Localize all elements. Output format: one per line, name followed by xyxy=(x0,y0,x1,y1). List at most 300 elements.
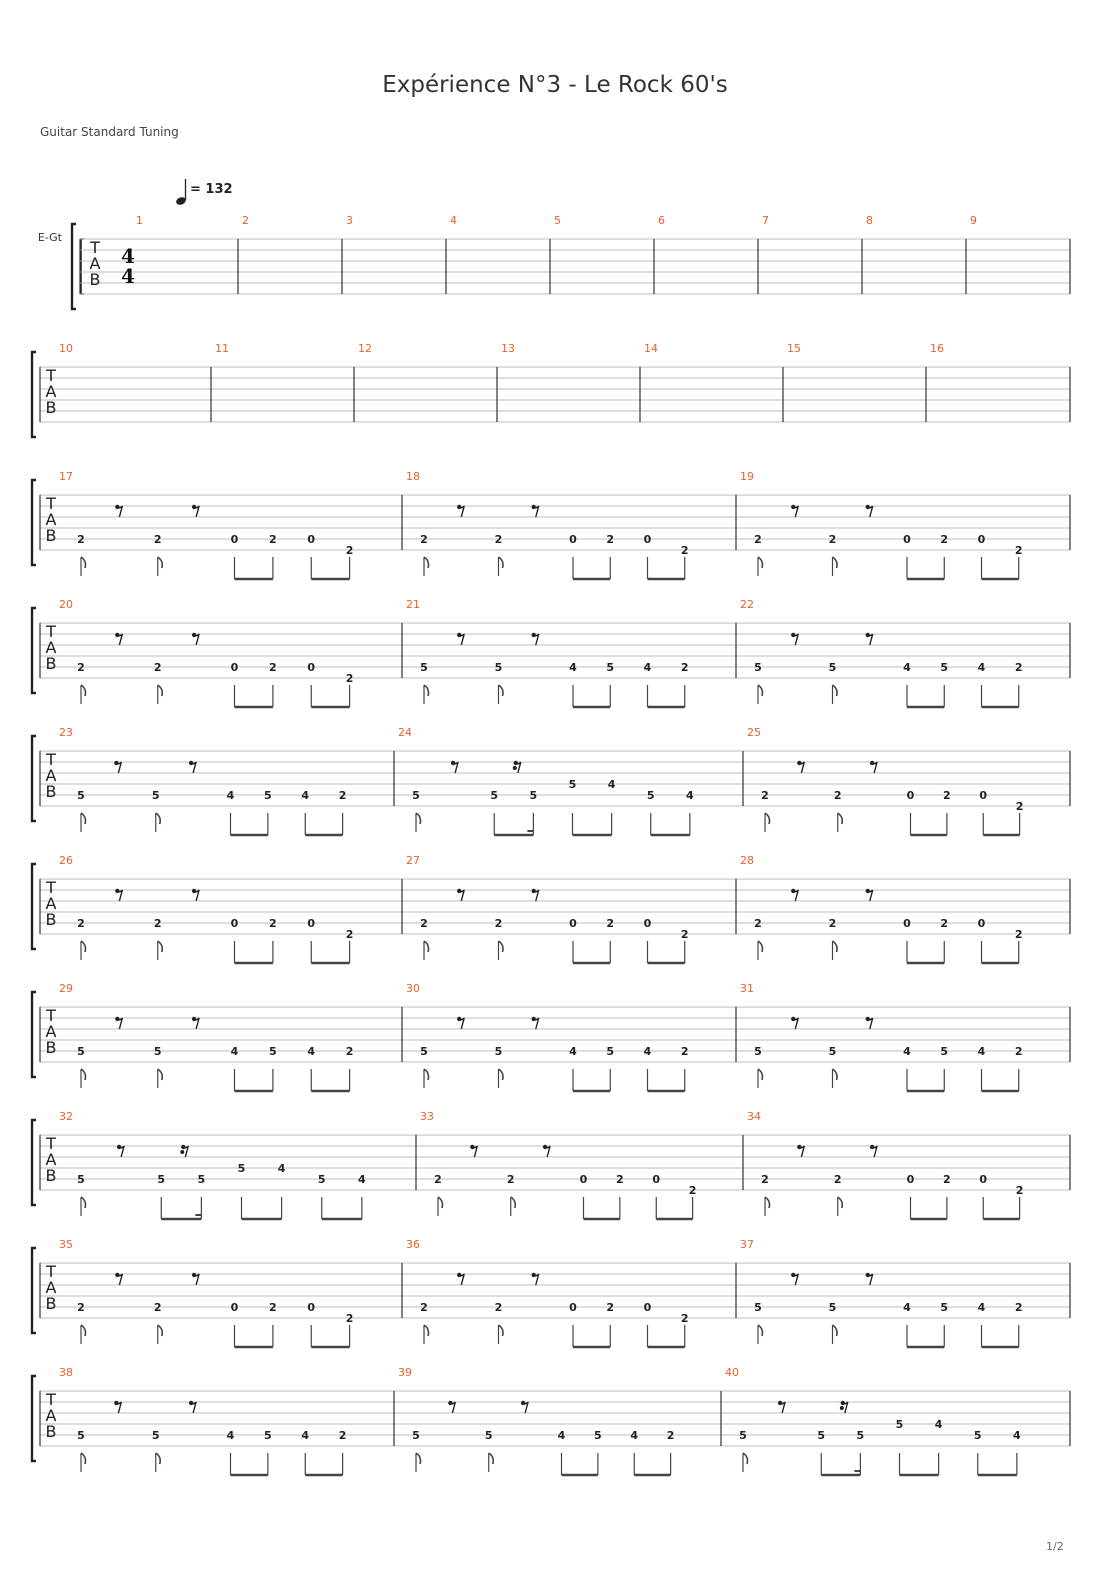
measure-number: 30 xyxy=(406,982,420,995)
tab-clef-letter: A xyxy=(45,1150,57,1169)
tab-fret-number: 2 xyxy=(494,917,503,930)
staff-brace xyxy=(32,1248,36,1333)
tab-fret-number: 5 xyxy=(594,1429,602,1442)
tab-fret-number: 5 xyxy=(494,661,503,674)
eighth-rest xyxy=(521,1401,528,1413)
rest-stroke xyxy=(871,1146,877,1157)
note-flag xyxy=(81,1069,86,1080)
tab-fret-number: 5 xyxy=(973,1429,982,1442)
eighth-rest xyxy=(797,1145,804,1157)
note-flag xyxy=(489,1453,494,1464)
eighth-rest xyxy=(470,1145,477,1157)
tab-fret-number: 0 xyxy=(569,533,577,546)
tab-clef-letter: A xyxy=(45,638,57,657)
staff-brace xyxy=(32,1376,36,1461)
tab-clef-letter: T xyxy=(46,878,56,897)
eighth-rest xyxy=(115,633,122,645)
rest-stroke xyxy=(867,1274,873,1285)
tab-fret-number: 4 xyxy=(977,1301,986,1314)
staff-brace xyxy=(32,1120,36,1205)
eighth-rest xyxy=(791,505,798,517)
note-flag xyxy=(81,1325,86,1336)
note-flag xyxy=(416,1453,421,1464)
measure-number: 26 xyxy=(59,854,73,867)
score-title: Expérience N°3 - Le Rock 60's xyxy=(382,72,728,98)
tab-clef-letter: T xyxy=(46,1262,56,1281)
tab-clef-letter: T xyxy=(46,494,56,513)
tab-fret-number: 5 xyxy=(739,1429,747,1442)
tab-fret-number: 0 xyxy=(979,789,988,802)
note-flag xyxy=(81,1453,86,1464)
tab-fret-number: 5 xyxy=(529,789,538,802)
eighth-rest xyxy=(797,761,804,773)
measure-number: 39 xyxy=(398,1366,412,1379)
tab-fret-number: 2 xyxy=(943,789,951,802)
note-flag xyxy=(499,1325,504,1336)
eighth-rest xyxy=(192,505,199,517)
measure-number: 35 xyxy=(59,1238,73,1251)
tab-fret-number: 5 xyxy=(77,1173,85,1186)
tab-fret-number: 5 xyxy=(754,1301,762,1314)
tab-fret-number: 4 xyxy=(903,1301,911,1314)
tab-fret-number: 5 xyxy=(606,1045,615,1058)
tab-fret-number: 2 xyxy=(338,789,347,802)
tab-fret-number: 5 xyxy=(420,1045,428,1058)
measure-number: 40 xyxy=(725,1366,739,1379)
eighth-rest xyxy=(543,1145,550,1157)
tab-fret-number: 4 xyxy=(686,789,694,802)
note-flag xyxy=(424,1069,429,1080)
note-flag xyxy=(158,1069,163,1080)
tab-fret-number: 4 xyxy=(977,661,986,674)
measure-number: 28 xyxy=(740,854,754,867)
measure-number: 6 xyxy=(658,214,665,227)
rest-stroke xyxy=(871,762,877,773)
rest-stroke xyxy=(115,1402,121,1413)
eighth-rest xyxy=(778,1401,785,1413)
tab-fret-number: 4 xyxy=(358,1173,366,1186)
tab-fret-number: 2 xyxy=(1014,1301,1023,1314)
tab-fret-number: 2 xyxy=(754,533,762,546)
measure-number: 1 xyxy=(136,214,143,227)
eighth-rest xyxy=(866,1273,873,1285)
note-flag xyxy=(758,941,763,952)
tab-fret-number: 2 xyxy=(940,917,949,930)
eighth-rest xyxy=(189,761,196,773)
tab-fret-number: 2 xyxy=(1014,928,1023,941)
tab-fret-number: 4 xyxy=(1013,1429,1021,1442)
measure-number: 16 xyxy=(930,342,944,355)
rest-dot xyxy=(180,1150,184,1154)
note-flag xyxy=(743,1453,748,1464)
tab-fret-number: 5 xyxy=(153,1045,162,1058)
tab-fret-number: 4 xyxy=(643,661,652,674)
eighth-rest xyxy=(115,1273,122,1285)
tab-clef-letter: T xyxy=(46,1006,56,1025)
staff-brace xyxy=(72,224,76,309)
tab-fret-number: 0 xyxy=(906,1173,915,1186)
rest-stroke xyxy=(544,1146,550,1157)
tab-fret-number: 0 xyxy=(906,789,915,802)
rest-dot xyxy=(840,1406,844,1410)
tab-fret-number: 2 xyxy=(680,1045,689,1058)
eighth-rest xyxy=(457,505,464,517)
tab-fret-number: 2 xyxy=(506,1173,515,1186)
note-flag xyxy=(158,1325,163,1336)
instrument-label: E-Gt xyxy=(37,231,62,244)
tab-fret-number: 5 xyxy=(754,1045,762,1058)
rest-stroke xyxy=(458,1018,464,1029)
tab-fret-number: 0 xyxy=(977,917,986,930)
tab-fret-number: 2 xyxy=(420,1301,428,1314)
tab-clef-letter: A xyxy=(45,1406,57,1425)
eighth-rest xyxy=(791,889,798,901)
note-flag xyxy=(765,1197,770,1208)
eighth-rest xyxy=(870,761,877,773)
tab-fret-number: 2 xyxy=(680,661,689,674)
tab-fret-number: 2 xyxy=(345,544,354,557)
measure-number: 18 xyxy=(406,470,420,483)
measure-number: 3 xyxy=(346,214,353,227)
note-flag xyxy=(758,557,763,568)
rest-stroke xyxy=(792,1018,798,1029)
tab-fret-number: 4 xyxy=(557,1429,566,1442)
measure-number: 34 xyxy=(747,1110,761,1123)
tab-fret-number: 5 xyxy=(828,1045,837,1058)
rest-stroke xyxy=(792,634,798,645)
tab-fret-number: 0 xyxy=(977,533,986,546)
tab-fret-number: 2 xyxy=(833,789,842,802)
rest-stroke xyxy=(118,1146,124,1157)
tab-fret-number: 2 xyxy=(680,928,689,941)
tab-fret-number: 4 xyxy=(977,1045,986,1058)
tab-fret-number: 2 xyxy=(833,1173,842,1186)
note-flag xyxy=(81,685,86,696)
rest-stroke xyxy=(867,506,873,517)
note-flag xyxy=(81,941,86,952)
eighth-rest xyxy=(457,1017,464,1029)
eighth-rest xyxy=(192,889,199,901)
tab-fret-number: 2 xyxy=(754,917,762,930)
tab-fret-number: 2 xyxy=(345,928,354,941)
tab-fret-number: 5 xyxy=(412,789,420,802)
staff-bracket xyxy=(81,239,84,294)
tab-fret-number: 4 xyxy=(301,1429,310,1442)
rest-stroke xyxy=(193,634,199,645)
eighth-rest xyxy=(192,1017,199,1029)
rest-stroke xyxy=(458,634,464,645)
tab-fret-number: 2 xyxy=(680,544,689,557)
eighth-rest xyxy=(192,633,199,645)
tab-fret-number: 2 xyxy=(77,533,85,546)
tab-clef-letter: A xyxy=(45,894,57,913)
tempo-label: = 132 xyxy=(190,182,233,197)
measure-number: 5 xyxy=(554,214,561,227)
note-flag xyxy=(758,1325,763,1336)
measure-number: 7 xyxy=(762,214,769,227)
tab-fret-number: 4 xyxy=(934,1418,943,1431)
measure-number: 25 xyxy=(747,726,761,739)
measure-number: 29 xyxy=(59,982,73,995)
rest-stroke xyxy=(116,1018,122,1029)
rest-stroke xyxy=(798,762,804,773)
tab-fret-number: 0 xyxy=(307,1301,316,1314)
eighth-rest xyxy=(791,1273,798,1285)
measure-number: 32 xyxy=(59,1110,73,1123)
measure-number: 8 xyxy=(866,214,873,227)
time-signature-top: 4 xyxy=(121,244,135,268)
tab-fret-number: 2 xyxy=(943,1173,951,1186)
rest-stroke xyxy=(792,506,798,517)
tab-fret-number: 2 xyxy=(345,1312,354,1325)
note-flag xyxy=(416,813,421,824)
tab-fret-number: 2 xyxy=(606,1301,615,1314)
note-flag xyxy=(833,685,838,696)
tab-fret-number: 2 xyxy=(1015,800,1024,813)
rest-stroke xyxy=(867,890,873,901)
tab-clef-letter: A xyxy=(45,766,57,785)
tab-fret-number: 0 xyxy=(652,1173,661,1186)
tab-fret-number: 5 xyxy=(817,1429,826,1442)
rest-stroke xyxy=(193,506,199,517)
tab-fret-number: 2 xyxy=(77,661,85,674)
tab-fret-number: 5 xyxy=(895,1418,904,1431)
note-flag xyxy=(156,1453,161,1464)
rest-stroke xyxy=(471,1146,477,1157)
tab-fret-number: 4 xyxy=(607,778,616,791)
tab-fret-number: 4 xyxy=(226,1429,235,1442)
tab-fret-number: 0 xyxy=(230,533,239,546)
tab-fret-number: 5 xyxy=(646,789,655,802)
tab-fret-number: 4 xyxy=(643,1045,652,1058)
rest-stroke xyxy=(792,890,798,901)
eighth-rest xyxy=(866,1017,873,1029)
tab-fret-number: 2 xyxy=(153,533,162,546)
tab-clef-letter: A xyxy=(45,510,57,529)
note-flag xyxy=(424,557,429,568)
measure-number: 23 xyxy=(59,726,73,739)
tab-fret-number: 2 xyxy=(1014,661,1023,674)
tab-fret-number: 5 xyxy=(828,661,837,674)
rest-stroke xyxy=(190,1402,196,1413)
tab-fret-number: 4 xyxy=(307,1045,316,1058)
tab-fret-number: 0 xyxy=(307,917,316,930)
measure-number: 12 xyxy=(358,342,372,355)
staff-brace xyxy=(32,992,36,1077)
tab-fret-number: 5 xyxy=(77,1429,85,1442)
measure-number: 22 xyxy=(740,598,754,611)
tab-clef-letter: A xyxy=(45,1022,57,1041)
tab-fret-number: 2 xyxy=(606,533,615,546)
tuning-label: Guitar Standard Tuning xyxy=(40,125,179,139)
note-flag xyxy=(81,813,86,824)
eighth-rest xyxy=(870,1145,877,1157)
eighth-rest xyxy=(117,1145,124,1157)
tab-fret-number: 5 xyxy=(197,1173,206,1186)
page-number: 1/2 xyxy=(1046,1540,1064,1553)
eighth-rest xyxy=(189,1401,196,1413)
tab-fret-number: 5 xyxy=(856,1429,865,1442)
measure-number: 4 xyxy=(450,214,457,227)
eighth-rest xyxy=(532,1017,539,1029)
tab-fret-number: 2 xyxy=(1015,1184,1024,1197)
time-signature-bottom: 4 xyxy=(121,264,135,288)
rest-stroke xyxy=(458,890,464,901)
eighth-rest xyxy=(451,761,458,773)
note-flag xyxy=(499,941,504,952)
tab-fret-number: 5 xyxy=(754,661,762,674)
staff-brace xyxy=(32,864,36,949)
note-flag xyxy=(438,1197,443,1208)
tab-fret-number: 4 xyxy=(903,1045,911,1058)
tab-fret-number: 5 xyxy=(264,789,272,802)
rest-stroke xyxy=(533,1274,539,1285)
rest-stroke xyxy=(116,890,122,901)
measure-number: 13 xyxy=(501,342,515,355)
staff-brace xyxy=(32,736,36,821)
tab-fret-number: 2 xyxy=(688,1184,697,1197)
note-flag xyxy=(424,1325,429,1336)
tab-fret-number: 5 xyxy=(606,661,615,674)
tab-fret-number: 4 xyxy=(230,1045,239,1058)
note-flag xyxy=(833,557,838,568)
tab-fret-number: 2 xyxy=(761,789,769,802)
measure-number: 2 xyxy=(242,214,249,227)
rest-stroke xyxy=(452,762,458,773)
tab-clef-letter: T xyxy=(46,750,56,769)
measure-number: 20 xyxy=(59,598,73,611)
eighth-rest xyxy=(532,889,539,901)
tab-fret-number: 2 xyxy=(338,1429,347,1442)
eighth-rest xyxy=(114,761,121,773)
tab-fret-number: 5 xyxy=(77,789,85,802)
tab-fret-number: 0 xyxy=(903,917,911,930)
eighth-rest xyxy=(791,1017,798,1029)
tab-fret-number: 2 xyxy=(269,917,277,930)
note-flag xyxy=(758,685,763,696)
tab-fret-number: 5 xyxy=(490,789,499,802)
tab-clef-letter: B xyxy=(45,910,57,929)
tab-fret-number: 5 xyxy=(151,789,160,802)
tab-fret-number: 4 xyxy=(569,661,577,674)
tab-fret-number: 0 xyxy=(643,917,652,930)
note-flag xyxy=(158,685,163,696)
note-flag xyxy=(833,1325,838,1336)
note-flag xyxy=(499,1069,504,1080)
tab-fret-number: 2 xyxy=(77,917,85,930)
rest-stroke xyxy=(522,1402,528,1413)
rest-stroke xyxy=(190,762,196,773)
tab-fret-number: 5 xyxy=(77,1045,85,1058)
tab-fret-number: 2 xyxy=(606,917,615,930)
tab-fret-number: 2 xyxy=(420,917,428,930)
measure-number: 24 xyxy=(398,726,412,739)
eighth-rest xyxy=(532,633,539,645)
tab-fret-number: 5 xyxy=(828,1301,837,1314)
staff-brace xyxy=(32,480,36,565)
tab-fret-number: 2 xyxy=(828,533,837,546)
rest-stroke xyxy=(779,1402,785,1413)
measure-number: 33 xyxy=(420,1110,434,1123)
rest-stroke xyxy=(193,890,199,901)
tab-fret-number: 5 xyxy=(264,1429,272,1442)
tab-fret-number: 2 xyxy=(1014,1045,1023,1058)
tab-fret-number: 2 xyxy=(616,1173,624,1186)
measure-number: 36 xyxy=(406,1238,420,1251)
measure-number: 21 xyxy=(406,598,420,611)
tab-fret-number: 5 xyxy=(940,1045,949,1058)
tab-clef-letter: B xyxy=(45,1294,57,1313)
tab-clef-letter: T xyxy=(90,238,100,257)
tab-clef-letter: A xyxy=(45,1278,57,1297)
tab-fret-number: 5 xyxy=(269,1045,277,1058)
tab-fret-number: 2 xyxy=(494,1301,503,1314)
rest-stroke xyxy=(115,762,121,773)
tab-clef-letter: B xyxy=(45,398,57,417)
tab-fret-number: 2 xyxy=(666,1429,675,1442)
tab-fret-number: 2 xyxy=(494,533,503,546)
note-flag xyxy=(838,1197,843,1208)
tab-fret-number: 5 xyxy=(940,1301,949,1314)
note-flag xyxy=(81,557,86,568)
measure-number: 9 xyxy=(970,214,977,227)
tab-fret-number: 2 xyxy=(153,661,162,674)
rest-stroke xyxy=(533,1018,539,1029)
tab-fret-number: 2 xyxy=(345,1045,354,1058)
rest-stroke xyxy=(533,634,539,645)
tab-fret-number: 0 xyxy=(569,917,577,930)
note-flag xyxy=(158,941,163,952)
tab-fret-number: 4 xyxy=(301,789,310,802)
tab-fret-number: 2 xyxy=(434,1173,442,1186)
tab-clef-letter: B xyxy=(45,782,57,801)
tab-fret-number: 4 xyxy=(277,1162,286,1175)
rest-stroke xyxy=(449,1402,455,1413)
tab-clef-letter: T xyxy=(46,1134,56,1153)
rest-stroke xyxy=(193,1018,199,1029)
eighth-rest xyxy=(532,505,539,517)
tab-clef-letter: B xyxy=(45,1422,57,1441)
tab-fret-number: 2 xyxy=(420,533,428,546)
eighth-rest xyxy=(115,505,122,517)
tab-fret-number: 0 xyxy=(569,1301,577,1314)
tab-fret-number: 5 xyxy=(151,1429,160,1442)
tab-fret-number: 2 xyxy=(269,1301,277,1314)
eighth-rest xyxy=(457,633,464,645)
note-flag xyxy=(511,1197,516,1208)
tab-fret-number: 2 xyxy=(269,661,277,674)
note-flag xyxy=(765,813,770,824)
tab-fret-number: 0 xyxy=(230,917,239,930)
note-flag xyxy=(81,1197,86,1208)
tab-fret-number: 5 xyxy=(940,661,949,674)
tab-fret-number: 0 xyxy=(579,1173,588,1186)
tab-fret-number: 5 xyxy=(157,1173,166,1186)
rest-stroke xyxy=(533,506,539,517)
tab-fret-number: 5 xyxy=(484,1429,493,1442)
eighth-rest xyxy=(791,633,798,645)
note-flag xyxy=(838,813,843,824)
tab-fret-number: 5 xyxy=(494,1045,503,1058)
note-flag xyxy=(158,557,163,568)
tab-fret-number: 5 xyxy=(237,1162,246,1175)
rest-stroke xyxy=(867,634,873,645)
staff-brace xyxy=(32,608,36,693)
tab-fret-number: 4 xyxy=(569,1045,577,1058)
measure-number: 11 xyxy=(215,342,229,355)
eighth-rest xyxy=(115,889,122,901)
rest-stroke xyxy=(798,1146,804,1157)
